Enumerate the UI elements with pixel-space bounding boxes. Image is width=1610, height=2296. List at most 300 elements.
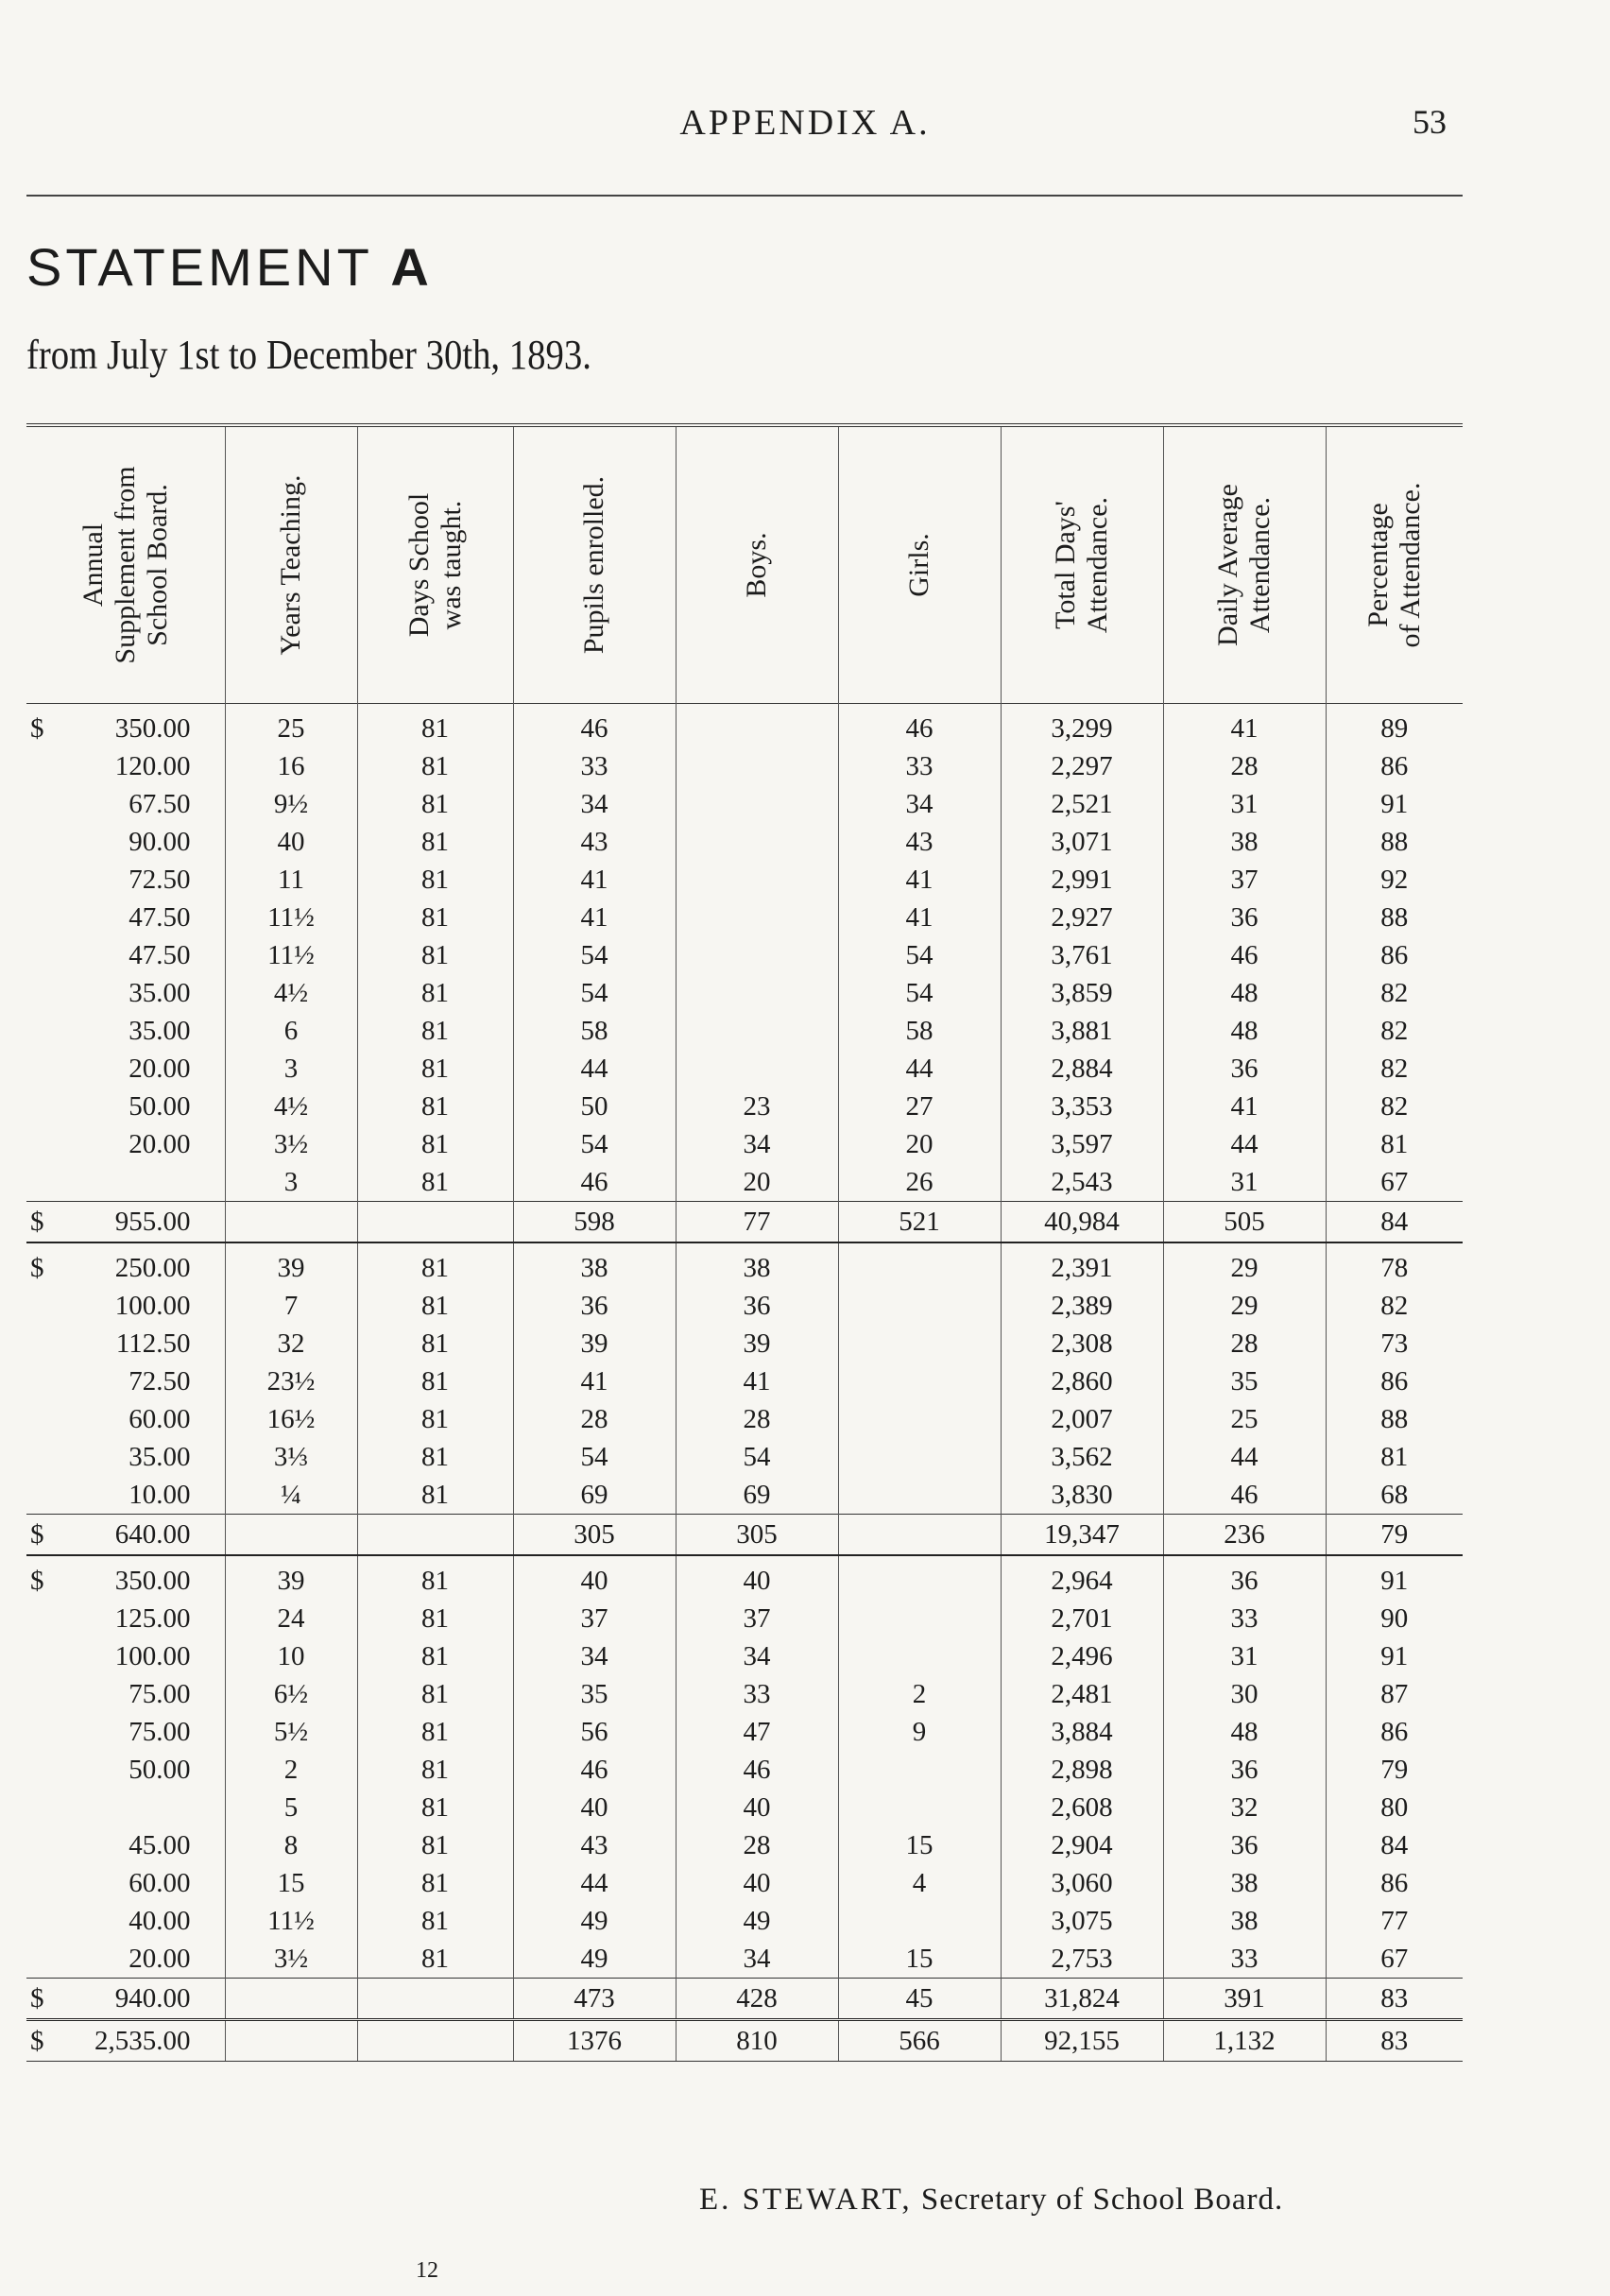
pupils-enrolled-cell: 598	[513, 1201, 676, 1242]
table-row	[26, 1163, 1463, 1202]
pupils-enrolled-cell: 1376	[513, 2019, 676, 2061]
supplement-value: 50.00	[128, 1090, 191, 1122]
supplement-value: 20.00	[128, 1943, 191, 1974]
daily-average-cell: 31	[1163, 1637, 1326, 1675]
total-attendance-cell: 3,761	[1001, 936, 1163, 974]
supplement-cell	[26, 1789, 225, 1826]
percentage-cell: 79	[1326, 1751, 1463, 1789]
boys-cell: 46	[676, 1751, 838, 1789]
supplement-cell	[26, 1514, 225, 1555]
days-taught-cell: 81	[357, 1088, 513, 1125]
supplement-cell	[26, 1675, 225, 1713]
girls-cell	[838, 1637, 1001, 1675]
supplement-cell	[26, 1826, 225, 1864]
years-teaching-cell: 39	[225, 1242, 357, 1287]
supplement-value: 20.00	[128, 1053, 191, 1084]
daily-average-cell: 48	[1163, 1713, 1326, 1751]
boys-cell: 40	[676, 1555, 838, 1600]
percentage-cell: 87	[1326, 1675, 1463, 1713]
daily-average-cell: 36	[1163, 1050, 1326, 1088]
girls-cell: 2	[838, 1675, 1001, 1713]
total-attendance-cell: 2,904	[1001, 1826, 1163, 1864]
girls-cell: 20	[838, 1125, 1001, 1163]
girls-cell	[838, 1287, 1001, 1325]
supplement-cell	[26, 2019, 225, 2061]
girls-cell: 521	[838, 1201, 1001, 1242]
percentage-cell: 82	[1326, 1287, 1463, 1325]
table-row	[26, 1362, 1463, 1400]
years-teaching-cell: ¼	[225, 1476, 357, 1515]
table-row	[26, 936, 1463, 974]
total-attendance-cell: 31,824	[1001, 1978, 1163, 2019]
girls-cell	[838, 1600, 1001, 1637]
supplement-cell	[26, 785, 225, 823]
table-row	[26, 1088, 1463, 1125]
days-taught-cell: 81	[357, 1476, 513, 1515]
percentage-cell: 82	[1326, 1012, 1463, 1050]
boys-cell: 41	[676, 1362, 838, 1400]
total-attendance-cell: 2,543	[1001, 1163, 1163, 1202]
subtotal-row	[26, 1201, 1463, 1242]
years-teaching-cell	[225, 1514, 357, 1555]
supplement-value: 112.50	[115, 1328, 191, 1359]
daily-average-cell: 38	[1163, 823, 1326, 861]
table-row	[26, 1325, 1463, 1362]
boys-cell: 69	[676, 1476, 838, 1515]
supplement-cell	[26, 861, 225, 899]
girls-cell	[838, 1400, 1001, 1438]
years-teaching-cell: 11½	[225, 936, 357, 974]
percentage-cell: 88	[1326, 1400, 1463, 1438]
days-taught-cell: 81	[357, 1438, 513, 1476]
daily-average-cell: 35	[1163, 1362, 1326, 1400]
column-header-label: Total Days' Attendance.	[1050, 496, 1113, 633]
column-header	[26, 425, 225, 703]
supplement-value: 100.00	[114, 1290, 191, 1321]
boys-cell: 47	[676, 1713, 838, 1751]
table-row	[26, 1476, 1463, 1515]
years-teaching-cell: 4½	[225, 1088, 357, 1125]
percentage-cell: 84	[1326, 1201, 1463, 1242]
total-attendance-cell: 3,071	[1001, 823, 1163, 861]
pupils-enrolled-cell: 54	[513, 974, 676, 1012]
signature-role: Secretary of School Board.	[920, 2183, 1284, 2217]
pupils-enrolled-cell: 38	[513, 1242, 676, 1287]
supplement-cell	[26, 703, 225, 747]
pupils-enrolled-cell: 46	[513, 703, 676, 747]
supplement-cell	[26, 1088, 225, 1125]
pupils-enrolled-cell: 40	[513, 1555, 676, 1600]
percentage-cell: 67	[1326, 1940, 1463, 1979]
boys-cell: 36	[676, 1287, 838, 1325]
pupils-enrolled-cell: 56	[513, 1713, 676, 1751]
girls-cell: 46	[838, 703, 1001, 747]
percentage-cell: 92	[1326, 861, 1463, 899]
date-range: from July 1st to December 30th, 1893.	[26, 332, 591, 378]
supplement-cell	[26, 1864, 225, 1902]
days-taught-cell: 81	[357, 1242, 513, 1287]
girls-cell	[838, 1242, 1001, 1287]
days-taught-cell: 81	[357, 899, 513, 936]
years-teaching-cell: 15	[225, 1864, 357, 1902]
percentage-cell: 91	[1326, 1637, 1463, 1675]
table-row	[26, 1713, 1463, 1751]
supplement-cell	[26, 1476, 225, 1515]
statement-title	[26, 236, 433, 298]
supplement-value: 955.00	[114, 1206, 191, 1237]
boys-cell	[676, 823, 838, 861]
statement-table	[26, 423, 1463, 2062]
percentage-cell: 86	[1326, 747, 1463, 785]
days-taught-cell: 81	[357, 1789, 513, 1826]
supplement-cell	[26, 1555, 225, 1600]
daily-average-cell: 391	[1163, 1978, 1326, 2019]
girls-cell	[838, 1362, 1001, 1400]
column-header	[838, 425, 1001, 703]
supplement-value: 90.00	[128, 826, 191, 857]
column-header-label: Daily Average Attendance.	[1212, 483, 1276, 646]
table-row	[26, 1125, 1463, 1163]
years-teaching-cell: 24	[225, 1600, 357, 1637]
years-teaching-cell	[225, 1978, 357, 2019]
days-taught-cell: 81	[357, 1940, 513, 1979]
table-row	[26, 1637, 1463, 1675]
pupils-enrolled-cell: 39	[513, 1325, 676, 1362]
boys-cell: 28	[676, 1400, 838, 1438]
percentage-cell: 90	[1326, 1600, 1463, 1637]
girls-cell	[838, 1438, 1001, 1476]
daily-average-cell: 36	[1163, 1555, 1326, 1600]
boys-cell: 810	[676, 2019, 838, 2061]
percentage-cell: 86	[1326, 1713, 1463, 1751]
supplement-cell	[26, 936, 225, 974]
table-row	[26, 785, 1463, 823]
table-row	[26, 1902, 1463, 1940]
supplement-value: 50.00	[128, 1754, 191, 1785]
girls-cell: 34	[838, 785, 1001, 823]
years-teaching-cell: 11	[225, 861, 357, 899]
days-taught-cell: 81	[357, 1325, 513, 1362]
column-header	[676, 425, 838, 703]
table-row	[26, 861, 1463, 899]
column-header	[513, 425, 676, 703]
daily-average-cell: 48	[1163, 974, 1326, 1012]
column-header	[1163, 425, 1326, 703]
days-taught-cell: 81	[357, 861, 513, 899]
table-row	[26, 1400, 1463, 1438]
total-attendance-cell: 2,391	[1001, 1242, 1163, 1287]
supplement-value: 47.50	[128, 939, 191, 970]
total-attendance-cell: 3,060	[1001, 1864, 1163, 1902]
total-attendance-cell: 3,299	[1001, 703, 1163, 747]
girls-cell: 45	[838, 1978, 1001, 2019]
percentage-cell: 78	[1326, 1242, 1463, 1287]
daily-average-cell: 33	[1163, 1600, 1326, 1637]
daily-average-cell: 28	[1163, 1325, 1326, 1362]
total-attendance-cell: 19,347	[1001, 1514, 1163, 1555]
years-teaching-cell: 3	[225, 1163, 357, 1202]
total-attendance-cell: 2,964	[1001, 1555, 1163, 1600]
table-row	[26, 1789, 1463, 1826]
supplement-cell	[26, 1902, 225, 1940]
pupils-enrolled-cell: 28	[513, 1400, 676, 1438]
boys-cell: 40	[676, 1789, 838, 1826]
statement-title-word: STATEMENT	[26, 237, 372, 297]
daily-average-cell: 1,132	[1163, 2019, 1326, 2061]
supplement-value: 20.00	[128, 1128, 191, 1159]
days-taught-cell: 81	[357, 1125, 513, 1163]
daily-average-cell: 46	[1163, 936, 1326, 974]
supplement-value: 72.50	[128, 1365, 191, 1396]
pupils-enrolled-cell: 36	[513, 1287, 676, 1325]
dollar-sign: $	[30, 1982, 44, 2013]
column-header-label: Annual Supplement from School Board.	[77, 466, 173, 664]
column-header	[1326, 425, 1463, 703]
percentage-cell: 67	[1326, 1163, 1463, 1202]
days-taught-cell: 81	[357, 1826, 513, 1864]
supplement-cell	[26, 1978, 225, 2019]
girls-cell: 54	[838, 974, 1001, 1012]
boys-cell: 20	[676, 1163, 838, 1202]
days-taught-cell: 81	[357, 1050, 513, 1088]
days-taught-cell: 81	[357, 1400, 513, 1438]
boys-cell	[676, 936, 838, 974]
years-teaching-cell: 40	[225, 823, 357, 861]
years-teaching-cell: 3	[225, 1050, 357, 1088]
total-attendance-cell: 92,155	[1001, 2019, 1163, 2061]
percentage-cell: 83	[1326, 1978, 1463, 2019]
percentage-cell: 84	[1326, 1826, 1463, 1864]
girls-cell	[838, 1751, 1001, 1789]
pupils-enrolled-cell: 43	[513, 1826, 676, 1864]
days-taught-cell: 81	[357, 747, 513, 785]
days-taught-cell: 81	[357, 1637, 513, 1675]
days-taught-cell	[357, 1978, 513, 2019]
percentage-cell: 86	[1326, 1864, 1463, 1902]
column-header-label: Years Teaching.	[275, 474, 306, 656]
days-taught-cell	[357, 1514, 513, 1555]
pupils-enrolled-cell: 54	[513, 1125, 676, 1163]
supplement-cell	[26, 1325, 225, 1362]
boys-cell	[676, 703, 838, 747]
table-row	[26, 1600, 1463, 1637]
supplement-value: 35.00	[128, 1441, 191, 1472]
years-teaching-cell: 32	[225, 1325, 357, 1362]
total-attendance-cell: 3,353	[1001, 1088, 1163, 1125]
supplement-cell	[26, 974, 225, 1012]
pupils-enrolled-cell: 49	[513, 1940, 676, 1979]
footer-number: 12	[416, 2258, 438, 2283]
percentage-cell: 81	[1326, 1125, 1463, 1163]
girls-cell: 54	[838, 936, 1001, 974]
supplement-cell	[26, 1637, 225, 1675]
supplement-value: 640.00	[114, 1518, 191, 1550]
daily-average-cell: 25	[1163, 1400, 1326, 1438]
total-attendance-cell: 3,884	[1001, 1713, 1163, 1751]
days-taught-cell: 81	[357, 823, 513, 861]
girls-cell: 4	[838, 1864, 1001, 1902]
supplement-value: 75.00	[128, 1678, 191, 1709]
total-attendance-cell: 2,389	[1001, 1287, 1163, 1325]
supplement-value: 350.00	[114, 712, 191, 744]
pupils-enrolled-cell: 35	[513, 1675, 676, 1713]
column-header	[225, 425, 357, 703]
girls-cell: 58	[838, 1012, 1001, 1050]
supplement-value: 125.00	[114, 1602, 191, 1634]
daily-average-cell: 41	[1163, 703, 1326, 747]
girls-cell	[838, 1902, 1001, 1940]
daily-average-cell: 236	[1163, 1514, 1326, 1555]
daily-average-cell: 505	[1163, 1201, 1326, 1242]
daily-average-cell: 31	[1163, 785, 1326, 823]
boys-cell	[676, 974, 838, 1012]
header-row	[26, 425, 1463, 703]
column-header	[357, 425, 513, 703]
daily-average-cell: 29	[1163, 1242, 1326, 1287]
girls-cell: 41	[838, 861, 1001, 899]
supplement-cell	[26, 1012, 225, 1050]
daily-average-cell: 31	[1163, 1163, 1326, 1202]
supplement-cell	[26, 1940, 225, 1979]
years-teaching-cell: 9½	[225, 785, 357, 823]
supplement-value: 40.00	[128, 1905, 191, 1936]
years-teaching-cell: 8	[225, 1826, 357, 1864]
percentage-cell: 89	[1326, 703, 1463, 747]
daily-average-cell: 37	[1163, 861, 1326, 899]
daily-average-cell: 30	[1163, 1675, 1326, 1713]
dollar-sign: $	[30, 1565, 44, 1596]
years-teaching-cell: 25	[225, 703, 357, 747]
girls-cell	[838, 1555, 1001, 1600]
supplement-value: 35.00	[128, 977, 191, 1008]
total-attendance-cell: 2,521	[1001, 785, 1163, 823]
supplement-value: 60.00	[128, 1867, 191, 1898]
table-row	[26, 823, 1463, 861]
supplement-value: 35.00	[128, 1015, 191, 1046]
total-attendance-cell: 3,859	[1001, 974, 1163, 1012]
boys-cell: 54	[676, 1438, 838, 1476]
percentage-cell: 80	[1326, 1789, 1463, 1826]
supplement-value: 940.00	[114, 1982, 191, 2013]
days-taught-cell: 81	[357, 1902, 513, 1940]
total-attendance-cell: 2,927	[1001, 899, 1163, 936]
supplement-value: 100.00	[114, 1640, 191, 1671]
total-attendance-cell: 3,881	[1001, 1012, 1163, 1050]
daily-average-cell: 38	[1163, 1902, 1326, 1940]
years-teaching-cell: 6½	[225, 1675, 357, 1713]
percentage-cell: 88	[1326, 899, 1463, 936]
pupils-enrolled-cell: 50	[513, 1088, 676, 1125]
percentage-cell: 81	[1326, 1438, 1463, 1476]
signature-name: E. STEWART,	[699, 2183, 913, 2217]
supplement-cell	[26, 1400, 225, 1438]
days-taught-cell: 81	[357, 974, 513, 1012]
boys-cell: 49	[676, 1902, 838, 1940]
total-attendance-cell: 2,308	[1001, 1325, 1163, 1362]
percentage-cell: 91	[1326, 1555, 1463, 1600]
boys-cell	[676, 785, 838, 823]
pupils-enrolled-cell: 58	[513, 1012, 676, 1050]
boys-cell: 34	[676, 1125, 838, 1163]
years-teaching-cell: 3½	[225, 1125, 357, 1163]
column-header-label: Boys.	[741, 532, 772, 598]
girls-cell: 44	[838, 1050, 1001, 1088]
signature	[699, 2183, 1283, 2218]
table-body	[26, 703, 1463, 2061]
table-row	[26, 1438, 1463, 1476]
pupils-enrolled-cell: 34	[513, 1637, 676, 1675]
supplement-cell	[26, 1751, 225, 1789]
days-taught-cell: 81	[357, 936, 513, 974]
pupils-enrolled-cell: 41	[513, 1362, 676, 1400]
days-taught-cell: 81	[357, 1713, 513, 1751]
supplement-cell	[26, 1600, 225, 1637]
supplement-value: 350.00	[114, 1565, 191, 1596]
supplement-value: 67.50	[128, 788, 191, 819]
boys-cell: 37	[676, 1600, 838, 1637]
percentage-cell: 77	[1326, 1902, 1463, 1940]
girls-cell: 41	[838, 899, 1001, 936]
boys-cell: 34	[676, 1637, 838, 1675]
daily-average-cell: 33	[1163, 1940, 1326, 1979]
pupils-enrolled-cell: 54	[513, 1438, 676, 1476]
days-taught-cell: 81	[357, 1163, 513, 1202]
supplement-value: 72.50	[128, 864, 191, 895]
days-taught-cell	[357, 2019, 513, 2061]
pupils-enrolled-cell: 41	[513, 899, 676, 936]
dollar-sign: $	[30, 1252, 44, 1283]
daily-average-cell: 29	[1163, 1287, 1326, 1325]
supplement-value: 10.00	[128, 1479, 191, 1510]
boys-cell: 305	[676, 1514, 838, 1555]
percentage-cell: 88	[1326, 823, 1463, 861]
dollar-sign: $	[30, 1206, 44, 1237]
total-attendance-cell: 3,830	[1001, 1476, 1163, 1515]
total-attendance-cell: 3,597	[1001, 1125, 1163, 1163]
total-attendance-cell: 3,562	[1001, 1438, 1163, 1476]
girls-cell: 566	[838, 2019, 1001, 2061]
boys-cell: 23	[676, 1088, 838, 1125]
pupils-enrolled-cell: 49	[513, 1902, 676, 1940]
supplement-cell	[26, 1438, 225, 1476]
table-row	[26, 1012, 1463, 1050]
years-teaching-cell: 11½	[225, 899, 357, 936]
supplement-value: 250.00	[114, 1252, 191, 1283]
years-teaching-cell: 2	[225, 1751, 357, 1789]
column-header-label: Percentage of Attendance.	[1362, 482, 1426, 648]
pupils-enrolled-cell: 34	[513, 785, 676, 823]
pupils-enrolled-cell: 473	[513, 1978, 676, 2019]
years-teaching-cell: 3⅓	[225, 1438, 357, 1476]
column-header-label: Days School was taught.	[402, 492, 467, 637]
percentage-cell: 82	[1326, 974, 1463, 1012]
daily-average-cell: 41	[1163, 1088, 1326, 1125]
supplement-cell	[26, 823, 225, 861]
column-header	[1001, 425, 1163, 703]
years-teaching-cell: 39	[225, 1555, 357, 1600]
boys-cell: 38	[676, 1242, 838, 1287]
years-teaching-cell: 11½	[225, 1902, 357, 1940]
percentage-cell: 79	[1326, 1514, 1463, 1555]
daily-average-cell: 36	[1163, 899, 1326, 936]
days-taught-cell: 81	[357, 703, 513, 747]
supplement-cell	[26, 1125, 225, 1163]
total-attendance-cell: 2,496	[1001, 1637, 1163, 1675]
supplement-value: 45.00	[128, 1829, 191, 1860]
girls-cell: 15	[838, 1826, 1001, 1864]
years-teaching-cell: 10	[225, 1637, 357, 1675]
pupils-enrolled-cell: 46	[513, 1163, 676, 1202]
